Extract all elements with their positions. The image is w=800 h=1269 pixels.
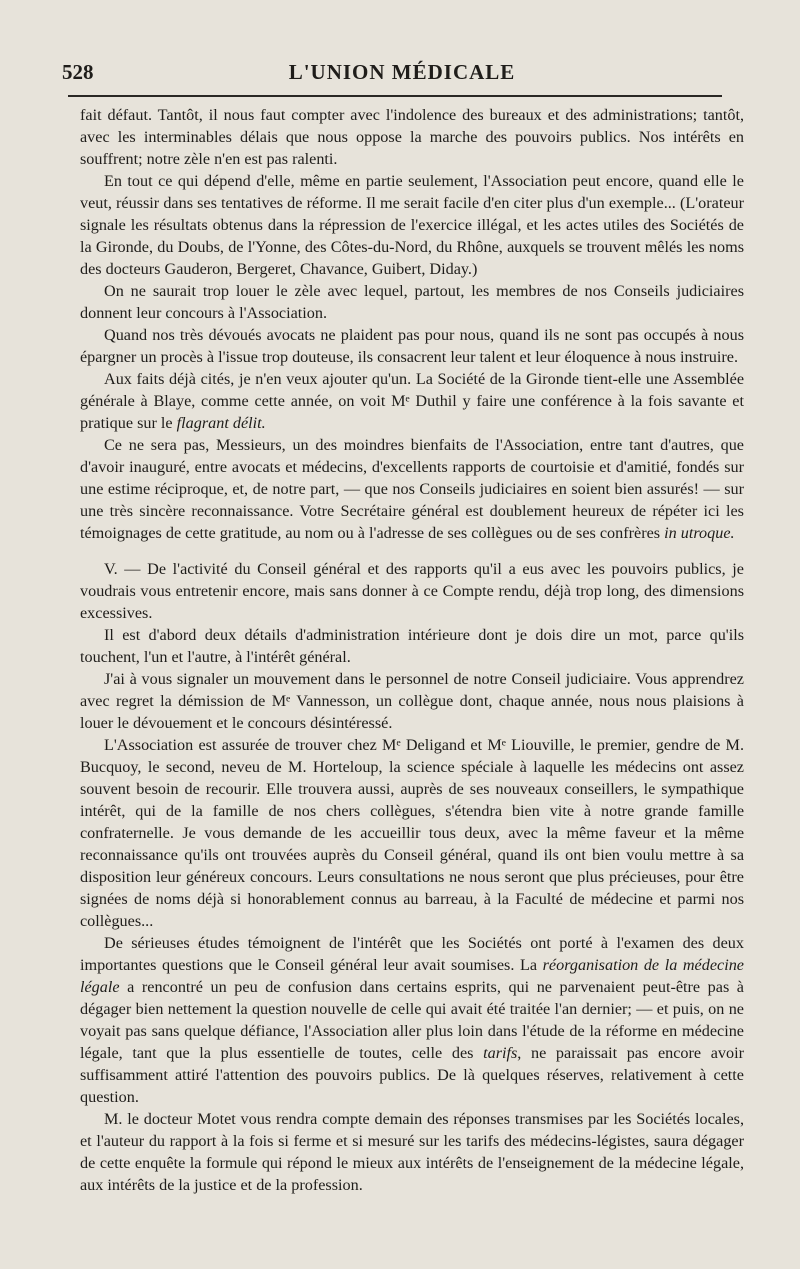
italic-term: flagrant délit.	[176, 414, 266, 432]
paragraph	[80, 1108, 744, 1196]
italic-term: in utroque.	[664, 524, 735, 542]
paragraph	[80, 368, 744, 434]
body-text	[80, 104, 744, 1196]
paragraph-text: L'Association est assurée de trouver chez Mᵉ Deligand et Mᵉ Liouville, le premier, gendre de M. Bucquoy, le second, neveu de M. Horteloup, la science spéciale à laquelle les médecins ont assez souvent besoin de recourir. Elle trouvera aussi, auprès de ses nouveaux conseillers, le sympathique intérêt, qui de la famille de nos chers collègues, s'étendra bien vite à notre grande famille confraternelle. Je vous demande de les accueillir tous deux, avec la même faveur et la même reconnaissance qu'ils ont trouvées auprès du Conseil général, quand ils ont bien voulu mettre à sa disposition leur généreux concours. Leurs consultations ne nous seront que plus précieuses, pour être signées de noms déjà si honorablement connus au barreau, à la Faculté de médecine et parmi nos collègues...	[80, 736, 744, 930]
paragraph-text: On ne saurait trop louer le zèle avec lequel, partout, les membres de nos Conseils judiciaires donnent leur concours à l'Association.	[80, 282, 744, 322]
italic-term: réorganisation de la médecine légale	[80, 956, 744, 996]
paragraph-text: Il est d'abord deux détails d'administration intérieure dont je dois dire un mot, parce qu'ils touchent, l'un et l'autre, à l'intérêt général.	[80, 626, 744, 666]
page-header	[62, 60, 742, 90]
paragraph-text: En tout ce qui dépend d'elle, même en partie seulement, l'Association peut encore, quand elle le veut, réussir dans ses tentatives de réforme. Il me serait facile d'en citer plus d'un exemple... (L'orateur signale les résultats obtenus dans la répression de l'exercice illégal, et les actes utiles des Sociétés de la Gironde, du Doubs, de l'Yonne, des Côtes-du-Nord, du Rhône, auxquels se trouvent mêlés les noms des docteurs Gauderon, Bergeret, Chavance, Guibert, Diday.)	[80, 172, 744, 278]
paragraph	[80, 668, 744, 734]
italic-term: tarifs	[483, 1044, 518, 1062]
paragraph	[80, 104, 744, 170]
paragraph-text: De sérieuses études témoignent de l'intérêt que les Sociétés ont porté à l'examen des deux importantes questions que le Conseil général leur avait soumises. La	[80, 934, 744, 974]
paragraph-text: , ne paraissait pas encore avoir suffisamment attiré l'attention des pouvoirs publics. De là quelques réserves, relativement à cette question.	[80, 1044, 744, 1106]
paragraph	[80, 734, 744, 932]
paragraph-text: Aux faits déjà cités, je n'en veux ajouter qu'un. La Société de la Gironde tient-elle une Assemblée générale à Blaye, comme cette année, on voit Mᵉ Duthil y faire une conférence à la fois savante et pratique sur le	[80, 370, 744, 432]
page-number: 528	[62, 60, 94, 84]
paragraph-text: Ce ne sera pas, Messieurs, un des moindres bienfaits de l'Association, entre tant d'autres, que d'avoir inauguré, entre avocats et médecins, d'excellents rapports de courtoisie et d'amitié, fondés sur une estime réciproque, et, de notre part, — que nos Conseils judiciaires en soient bien assurés! — sur une très sincère reconnaissance. Votre Secrétaire général est doublement heureux de répéter ici les témoignages de cette gratitude, au nom ou à l'adresse de ses collègues ou de ses confrères	[80, 436, 744, 542]
paragraph-text: M. le docteur Motet vous rendra compte demain des réponses transmises par les Sociétés locales, et l'auteur du rapport à la fois si ferme et si mesuré sur les tarifs des médecins-légistes, saura dégager de cette enquête la formule qui répond le mieux aux intérêts de l'enseignement de la médecine légale, aux intérêts de la justice et de la profession.	[80, 1110, 744, 1194]
paragraph-text: fait défaut. Tantôt, il nous faut compter avec l'indolence des bureaux et des administrations; tantôt, avec les interminables délais que nous oppose la marche des pouvoirs publics. Nos intérêts en souffrent; notre zèle n'en est pas ralenti.	[80, 106, 744, 168]
header-rule	[68, 95, 722, 97]
paragraph-text: Quand nos très dévoués avocats ne plaident pas pour nous, quand ils ne sont pas occupés à nous épargner un procès à l'issue trop douteuse, ils consacrent leur talent et leur éloquence à nous instruire.	[80, 326, 744, 366]
paragraph	[80, 324, 744, 368]
paragraph-text: V. — De l'activité du Conseil général et des rapports qu'il a eus avec les pouvoirs publics, je voudrais vous entretenir encore, mais sans donner à ce Compte rendu, déjà trop long, des dimensions excessives.	[80, 560, 744, 622]
paragraph	[80, 170, 744, 280]
section-paragraph	[80, 558, 744, 624]
paragraph	[80, 932, 744, 1108]
paragraph	[80, 434, 744, 544]
paragraph-text: J'ai à vous signaler un mouvement dans le personnel de notre Conseil judiciaire. Vous apprendrez avec regret la démission de Mᵉ Vannesson, un collègue dont, chaque année, nous nous plaisions à louer le dévouement et le concours désintéressé.	[80, 670, 744, 732]
paragraph-text: a rencontré un peu de confusion dans certains esprits, qui ne parvenaient peut-être pas à dégager bien nettement la question nouvelle de celle qui avait été traitée l'an dernier; — et puis, on ne voyait pas sans quelque défiance, l'Association aller plus loin dans l'étude de la réforme en médecine légale, tant que la plus essentielle de toutes, celle des	[80, 978, 744, 1062]
paragraph	[80, 280, 744, 324]
paragraph	[80, 624, 744, 668]
running-title: L'UNION MÉDICALE	[288, 60, 516, 84]
